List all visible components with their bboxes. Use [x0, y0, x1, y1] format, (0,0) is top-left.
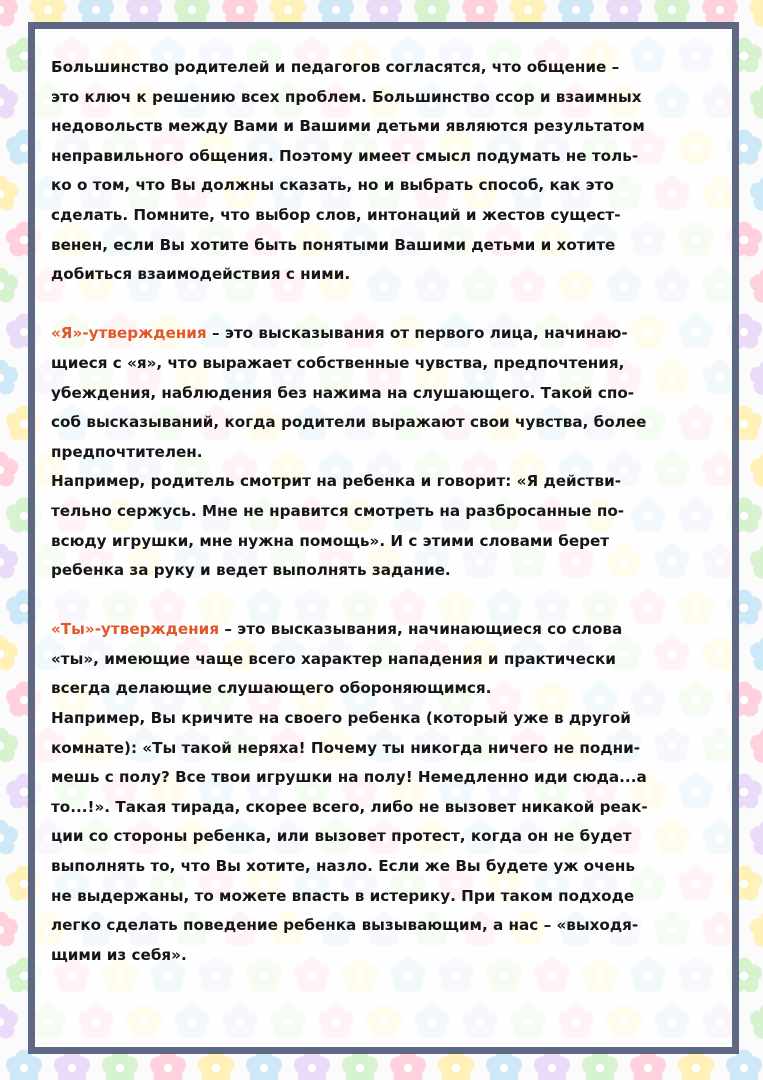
flower-decoration	[582, 1050, 618, 1080]
text-line	[51, 319, 721, 349]
text-line: убеждения, наблюдения без нажима на слушающего. Такой спо-	[51, 383, 635, 402]
term-definition: – это высказывания от первого лица, начинаю-	[206, 324, 628, 343]
text-line: ребенка за руку и ведет выполнять задание.	[51, 561, 451, 580]
flower-decoration	[630, 1050, 666, 1080]
text-line: тельно сержусь. Мне не нравится смотреть на разбросанные по-	[51, 501, 625, 520]
text-line: недовольств между Вами и Вашими детьми являются результатом	[51, 117, 645, 136]
flower-decoration	[750, 360, 763, 395]
flower-decoration	[54, 1050, 90, 1080]
text-line: всюду игрушки, мне нужна помощь». И с этими словами берет	[51, 531, 610, 550]
term-i-statements: «Я»-утверждения	[51, 324, 207, 343]
flower-decoration	[6, 1050, 42, 1080]
flower-decoration	[750, 820, 763, 855]
flower-decoration	[0, 1004, 18, 1039]
text-line: Например, родитель смотрит на ребенка и говорит: «Я действи-	[51, 472, 622, 491]
flower-decoration	[534, 1050, 570, 1080]
flower-decoration	[750, 176, 763, 211]
flower-decoration	[0, 360, 18, 395]
term-you-statements: «Ты»-утверждения	[51, 620, 220, 639]
text-line: Например, Вы кричите на своего ребенка (который уже в другой	[51, 709, 631, 728]
text-line	[51, 615, 721, 645]
flower-decoration	[726, 1050, 762, 1080]
text-line: мешь с полу? Все твои игрушки на полу! Немедленно иди сюда...а	[51, 768, 647, 787]
flower-decoration	[390, 1050, 426, 1080]
flower-decoration	[438, 1050, 474, 1080]
flower-decoration	[0, 0, 18, 27]
flower-decoration	[0, 544, 18, 579]
flower-decoration	[750, 912, 763, 947]
flower-decoration	[0, 912, 18, 947]
text-line: ко о том, что Вы должны сказать, но и выбрать способ, как это	[51, 176, 614, 195]
text-line: то...!». Такая тирада, скорее всего, либо не вызовет никакой реак-	[51, 797, 648, 816]
flower-decoration	[0, 636, 18, 671]
i-statements-paragraph	[51, 319, 721, 585]
text-line: не выдержаны, то можете впасть в истерику. При таком подходе	[51, 886, 635, 905]
flower-decoration	[678, 1050, 714, 1080]
flower-decoration	[0, 268, 18, 303]
text-line: ции со стороны ребенка, или вызовет протест, когда он не будет	[51, 827, 632, 846]
flower-decoration	[750, 544, 763, 579]
flower-decoration	[750, 636, 763, 671]
text-line: венен, если Вы хотите быть понятыми Вашими детьми и хотите	[51, 235, 616, 254]
text-line: выполнять то, что Вы хотите, назло. Если же Вы будете уж очень	[51, 857, 635, 876]
text-line: легко сделать поведение ребенка вызывающим, а нас – «выходя-	[51, 916, 639, 935]
flower-decoration	[486, 1050, 522, 1080]
text-line: Большинство родителей и педагогов согласятся, что общение –	[51, 58, 620, 76]
text-line: щими из себя».	[51, 945, 187, 964]
text-line: щиеся с «я», что выражает собственные чувства, предпочтения,	[51, 353, 625, 372]
content-frame	[28, 22, 739, 1054]
text-line: это ключ к решению всех проблем. Большинство ссор и взаимных	[51, 87, 642, 106]
text-line: добиться взаимодействия с ними.	[51, 265, 351, 284]
flower-decoration	[0, 84, 18, 119]
intro-paragraph	[51, 53, 721, 290]
article-text	[51, 53, 721, 1000]
flower-decoration	[750, 728, 763, 763]
term-definition: – это высказывания, начинающиеся со слова	[219, 620, 623, 639]
flower-decoration	[0, 176, 18, 211]
flower-decoration	[102, 1050, 138, 1080]
flower-decoration	[750, 0, 763, 27]
text-line: «ты», имеющие чаще всего характер нападения и практически	[51, 649, 616, 668]
flower-decoration	[750, 84, 763, 119]
text-line: предпочтителен.	[51, 442, 203, 461]
text-line: всегда делающие слушающего обороняющимся.	[51, 679, 492, 698]
text-line: комнате): «Ты такой неряха! Почему ты никогда ничего не подни-	[51, 738, 641, 757]
you-statements-paragraph	[51, 615, 721, 970]
flower-decoration	[246, 1050, 282, 1080]
flower-decoration	[198, 1050, 234, 1080]
flower-decoration	[0, 820, 18, 855]
flower-decoration	[750, 452, 763, 487]
flower-decoration	[0, 452, 18, 487]
flower-decoration	[150, 1050, 186, 1080]
flower-decoration	[342, 1050, 378, 1080]
flower-decoration	[0, 728, 18, 763]
flower-decoration	[750, 268, 763, 303]
flower-decoration	[750, 1004, 763, 1039]
text-line: неправильного общения. Поэтому имеет смысл подумать не толь-	[51, 146, 639, 165]
flower-decoration	[294, 1050, 330, 1080]
text-line: соб высказываний, когда родители выражают свои чувства, более	[51, 413, 647, 432]
text-line: сделать. Помните, что выбор слов, интонаций и жестов сущест-	[51, 205, 621, 224]
